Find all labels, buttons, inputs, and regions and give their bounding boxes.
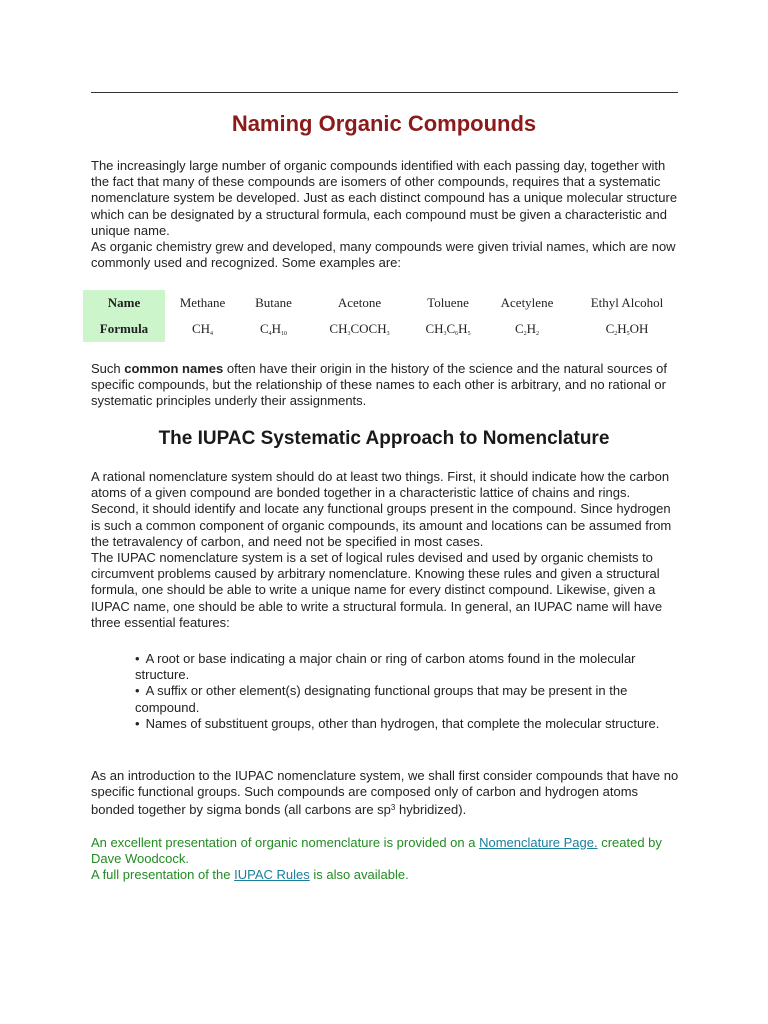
iupac-intro-text-end: hybridized).	[395, 802, 467, 818]
formula-cell	[570, 316, 684, 342]
formula-cell	[165, 316, 240, 342]
formula-subscript: 2	[614, 331, 618, 337]
nomenclature-page-link[interactable]: Nomenclature Page.	[479, 835, 598, 850]
bullet-icon: •	[135, 651, 140, 666]
formula-element: C	[446, 321, 456, 336]
iupac-intro-text: As an introduction to the IUPAC nomenclature system, we shall first consider compounds that have no specific functional groups. Such compounds are composed only of carbon and hydrogen atoms bonded together by sigma bonds (all carbons are sp	[91, 768, 679, 818]
superscript-3: 3	[390, 803, 396, 813]
name-header-cell: Name	[83, 290, 165, 316]
formula-subscript: 10	[281, 331, 288, 337]
iupac-rules-link[interactable]: IUPAC Rules	[234, 867, 310, 883]
formula-cell	[412, 316, 484, 342]
formula-subscript: 6	[455, 331, 459, 337]
compound-name-cell: Acetylene	[500, 295, 554, 310]
trivial-names-paragraph: As organic chemistry grew and developed, many compounds were given trivial names, which are now commonly used and recognized. Some examples are:	[91, 239, 676, 271]
compound-name-cell: Acetone	[337, 295, 382, 310]
formula-subscript: 3	[443, 331, 447, 337]
common-names-table	[83, 290, 684, 342]
formula-element: CH	[425, 321, 444, 336]
formula-subscript: 2	[536, 331, 540, 337]
formula-element: CH	[329, 321, 348, 336]
list-item	[135, 651, 675, 683]
formula-subscript: 5	[626, 331, 630, 337]
iupac-heading: The IUPAC Systematic Approach to Nomenclature	[158, 428, 610, 449]
formula-element: H	[271, 321, 282, 336]
list-item	[135, 683, 675, 715]
reference-text: A full presentation of the	[91, 867, 235, 883]
table-row-formulas	[83, 316, 684, 342]
formula-header-cell: Formula	[83, 316, 165, 342]
formula-element: H	[617, 321, 627, 336]
formula-subscript: 5	[467, 331, 471, 337]
iupac-intro-paragraph	[91, 768, 681, 819]
formula-subscript: 2	[523, 331, 527, 337]
compound-name-cell: Butane	[255, 295, 292, 310]
rational-system-paragraph: A rational nomenclature system should do at least two things. First, it should indicate how the carbon atoms of a given compound are bonded together in a characteristic lattice of chains and rings. Second, it should identify and locate any functional groups present in the compound. Since hydrogen is such a common component of organic compounds, its amount and locations can be assumed from the tetravalency of carbon, and need not be specified in most cases.	[91, 469, 672, 549]
formula-element: CH	[191, 321, 211, 336]
bullet-icon: •	[135, 683, 140, 699]
iupac-rules-paragraph: The IUPAC nomenclature system is a set of logical rules devised and used by organic chemists to circumvent problems caused by arbitrary nomenclature. Knowing these rules and given a structural formula, one should be able to write a unique name for every distinct compound. Likewise, given a IUPAC name, one should be able to write a structural formula. In general, an IUPAC name will have three essential features:	[91, 550, 663, 630]
formula-subscript: 3	[386, 331, 390, 337]
top-divider	[91, 92, 678, 93]
formula-element: OH	[629, 321, 649, 336]
formula-subscript: 4	[210, 331, 214, 337]
reference-text-end: created by Dave Woodcock.	[91, 835, 662, 867]
iupac-section	[91, 469, 681, 631]
list-item-text: A suffix or other element(s) designating functional groups that may be present in the compound.	[135, 683, 628, 715]
formula-element: C	[259, 321, 269, 336]
references-note	[91, 835, 681, 884]
common-names-text-end: often have their origin in the history of the science and the natural sources of specific compounds, but the relationship of these names to each other is arbitrary, and no rational or systematic principles underly their assignments.	[91, 361, 667, 409]
reference-text: An excellent presentation of organic nomenclature is provided on a	[91, 835, 480, 850]
list-item-text: A root or base indicating a major chain or ring of carbon atoms found in the molecular structure.	[135, 651, 636, 683]
compound-name-cell: Toluene	[427, 295, 469, 310]
table-row-names	[83, 290, 684, 316]
formula-cell	[484, 316, 570, 342]
formula-cell	[240, 316, 307, 342]
common-names-term: common names	[124, 361, 224, 376]
formula-element: C	[514, 321, 524, 336]
iupac-rules-line	[91, 867, 681, 883]
formula-subscript: 3	[347, 331, 351, 337]
iupac-features-list	[135, 651, 675, 732]
formula-subscript: 4	[268, 331, 272, 337]
list-item	[135, 716, 675, 732]
common-names-text-start: Such	[91, 361, 125, 376]
nomenclature-page-line	[91, 835, 681, 867]
bullet-icon: •	[135, 715, 140, 731]
compound-name-cell: Ethyl Alcohol	[590, 295, 664, 310]
compound-name-cell: Methane	[179, 295, 226, 310]
page-title: Naming Organic Compounds	[231, 111, 537, 136]
formula-element: H	[458, 321, 468, 336]
formula-element: H	[526, 321, 537, 336]
intro-section	[91, 158, 681, 271]
list-item-text: Names of substituent groups, other than hydrogen, that complete the molecular structure.	[145, 715, 660, 731]
common-names-paragraph	[91, 361, 681, 410]
formula-cell	[307, 316, 412, 342]
intro-paragraph: The increasingly large number of organic compounds identified with each passing day, together with the fact that many of these compounds are isomers of other compounds, requires that a systematic nomenclature system be developed. Just as each distinct compound has a unique molecular structure which can be designated by a structural formula, each compound must be given a characteristic and unique name.	[91, 158, 678, 238]
formula-element: COCH	[350, 321, 387, 336]
reference-text-end: is also available.	[309, 867, 409, 883]
formula-element: C	[605, 321, 615, 336]
